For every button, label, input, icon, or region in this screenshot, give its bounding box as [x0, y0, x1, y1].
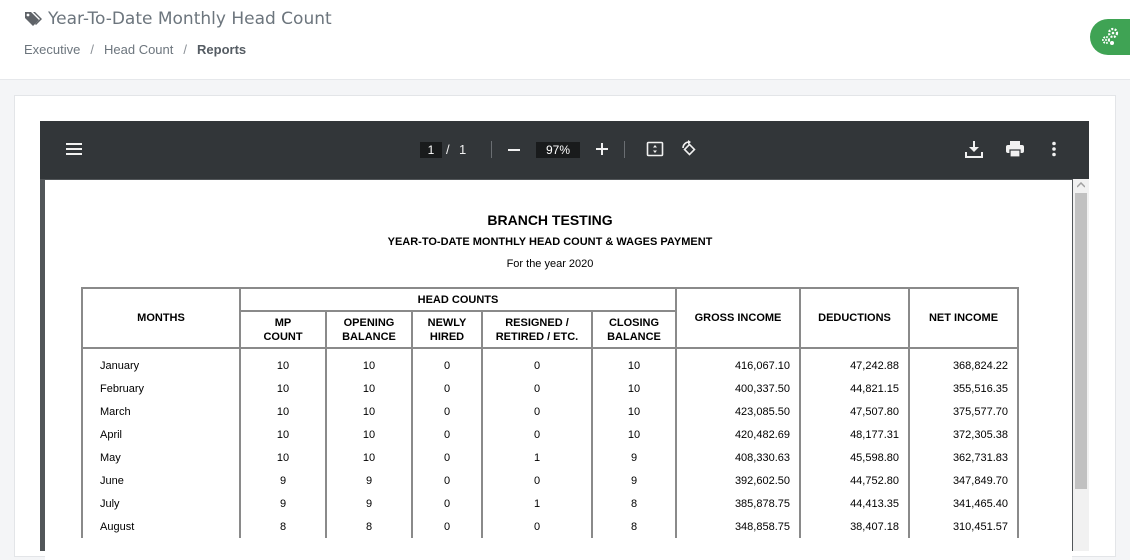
cell-closing: 8 [592, 492, 676, 515]
cell-deductions: 47,242.88 [800, 348, 909, 377]
cell-hired: 0 [412, 400, 482, 423]
cell-hired: 0 [412, 348, 482, 377]
table-row [82, 423, 1018, 446]
cell-closing: 9 [592, 446, 676, 469]
cell-deductions: 38,407.18 [800, 515, 909, 538]
cell-opening: 10 [326, 400, 412, 423]
cell-hired: 0 [412, 377, 482, 400]
table-row [82, 492, 1018, 515]
cell-closing: 9 [592, 469, 676, 492]
cell-resigned: 1 [482, 446, 592, 469]
page-title: Year-To-Date Monthly Head Count [48, 9, 332, 29]
cell-deductions: 48,177.31 [800, 423, 909, 446]
table-body [82, 348, 1018, 538]
cell-hired: 0 [412, 492, 482, 515]
cell-opening: 10 [326, 377, 412, 400]
head-count-table [81, 287, 1019, 538]
cell-resigned: 0 [482, 377, 592, 400]
cell-month: June [82, 469, 240, 492]
cell-month: August [82, 515, 240, 538]
col-mp-count: MP COUNT [240, 311, 326, 348]
table-row [82, 446, 1018, 469]
col-months: MONTHS [82, 288, 240, 348]
report-title: YEAR-TO-DATE MONTHLY HEAD COUNT & WAGES PAYMENT [387, 236, 713, 248]
scroll-up-icon[interactable] [1077, 182, 1085, 188]
cell-opening: 8 [326, 515, 412, 538]
cell-closing: 10 [592, 348, 676, 377]
cell-mp: 10 [240, 377, 326, 400]
cell-mp: 9 [240, 469, 326, 492]
cell-month: January [82, 348, 240, 377]
breadcrumb-reports: Reports [197, 42, 247, 57]
cell-hired: 0 [412, 423, 482, 446]
cell-opening: 10 [326, 423, 412, 446]
cell-net: 347,849.70 [909, 469, 1018, 492]
zoom-in-icon[interactable] [595, 142, 609, 156]
pdf-page [45, 180, 1072, 560]
settings-fab-button[interactable] [1090, 19, 1130, 55]
pdf-toolbar [40, 121, 1089, 179]
more-vert-icon[interactable] [1051, 141, 1057, 157]
cell-mp: 10 [240, 423, 326, 446]
table-row [82, 348, 1018, 377]
cell-resigned: 0 [482, 469, 592, 492]
zoom-input[interactable]: 97% [536, 142, 580, 158]
cell-month: July [82, 492, 240, 515]
cell-closing: 10 [592, 377, 676, 400]
cell-gross: 423,085.50 [676, 400, 800, 423]
pdf-viewer [40, 121, 1089, 551]
cell-gross: 416,067.10 [676, 348, 800, 377]
cell-net: 310,451.57 [909, 515, 1018, 538]
cell-mp: 10 [240, 446, 326, 469]
cell-net: 375,577.70 [909, 400, 1018, 423]
download-icon[interactable] [964, 139, 984, 159]
cell-mp: 8 [240, 515, 326, 538]
cell-mp: 9 [240, 492, 326, 515]
col-opening-balance: OPENING BALANCE [326, 311, 412, 348]
cell-resigned: 0 [482, 423, 592, 446]
cell-hired: 0 [412, 469, 482, 492]
cell-month: March [82, 400, 240, 423]
col-resigned: RESIGNED / RETIRED / ETC. [482, 311, 592, 348]
cell-opening: 10 [326, 446, 412, 469]
scrollbar-thumb[interactable] [1075, 193, 1087, 489]
breadcrumb-separator: / [90, 42, 94, 57]
cell-opening: 9 [326, 469, 412, 492]
breadcrumb [24, 42, 246, 57]
cell-month: April [82, 423, 240, 446]
col-deductions: DEDUCTIONS [800, 288, 909, 348]
title-row [24, 8, 332, 30]
table-row [82, 469, 1018, 492]
cog-network-icon [1100, 27, 1120, 47]
zoom-out-icon[interactable] [507, 143, 521, 157]
menu-icon[interactable] [66, 142, 82, 156]
cell-hired: 0 [412, 515, 482, 538]
col-gross-income: GROSS INCOME [676, 288, 800, 348]
cell-opening: 9 [326, 492, 412, 515]
table-row [82, 400, 1018, 423]
page-number-input[interactable]: 1 [420, 142, 442, 158]
cell-net: 355,516.35 [909, 377, 1018, 400]
cell-month: May [82, 446, 240, 469]
table-row [82, 515, 1018, 538]
cell-closing: 10 [592, 423, 676, 446]
toolbar-divider [491, 141, 492, 158]
rotate-icon[interactable] [680, 140, 698, 158]
page-total: 1 [459, 142, 467, 157]
col-newly-hired: NEWLY HIRED [412, 311, 482, 348]
page-separator: / [446, 142, 450, 157]
cell-mp: 10 [240, 348, 326, 377]
group-head-counts: HEAD COUNTS [240, 288, 676, 311]
cell-resigned: 0 [482, 400, 592, 423]
print-icon[interactable] [1005, 140, 1025, 158]
cell-net: 372,305.38 [909, 423, 1018, 446]
breadcrumb-separator: / [183, 42, 188, 57]
company-name: BRANCH TESTING [487, 212, 613, 228]
cell-deductions: 45,598.80 [800, 446, 909, 469]
cell-resigned: 0 [482, 515, 592, 538]
col-net-income: NET INCOME [909, 288, 1018, 348]
report-period: For the year 2020 [506, 258, 594, 270]
breadcrumb-head-count[interactable]: Head Count [104, 42, 174, 57]
cell-resigned: 0 [482, 348, 592, 377]
breadcrumb-executive[interactable]: Executive [24, 42, 81, 57]
cell-mp: 10 [240, 400, 326, 423]
cell-closing: 8 [592, 515, 676, 538]
table-row [82, 377, 1018, 400]
tags-icon [24, 10, 44, 28]
cell-resigned: 1 [482, 492, 592, 515]
cell-net: 341,465.40 [909, 492, 1018, 515]
cell-gross: 392,602.50 [676, 469, 800, 492]
cell-gross: 400,337.50 [676, 377, 800, 400]
cell-deductions: 44,413.35 [800, 492, 909, 515]
cell-opening: 10 [326, 348, 412, 377]
cell-deductions: 44,821.15 [800, 377, 909, 400]
toolbar-divider [624, 141, 625, 158]
cell-net: 368,824.22 [909, 348, 1018, 377]
cell-hired: 0 [412, 446, 482, 469]
cell-month: February [82, 377, 240, 400]
cell-gross: 385,878.75 [676, 492, 800, 515]
cell-deductions: 44,752.80 [800, 469, 909, 492]
page-header [0, 0, 1130, 80]
cell-closing: 10 [592, 400, 676, 423]
cell-gross: 420,482.69 [676, 423, 800, 446]
fit-page-icon[interactable] [646, 140, 664, 158]
cell-gross: 408,330.63 [676, 446, 800, 469]
cell-gross: 348,858.75 [676, 515, 800, 538]
scrollbar[interactable] [1073, 179, 1089, 551]
col-closing-balance: CLOSING BALANCE [592, 311, 676, 348]
cell-deductions: 47,507.80 [800, 400, 909, 423]
cell-net: 362,731.83 [909, 446, 1018, 469]
